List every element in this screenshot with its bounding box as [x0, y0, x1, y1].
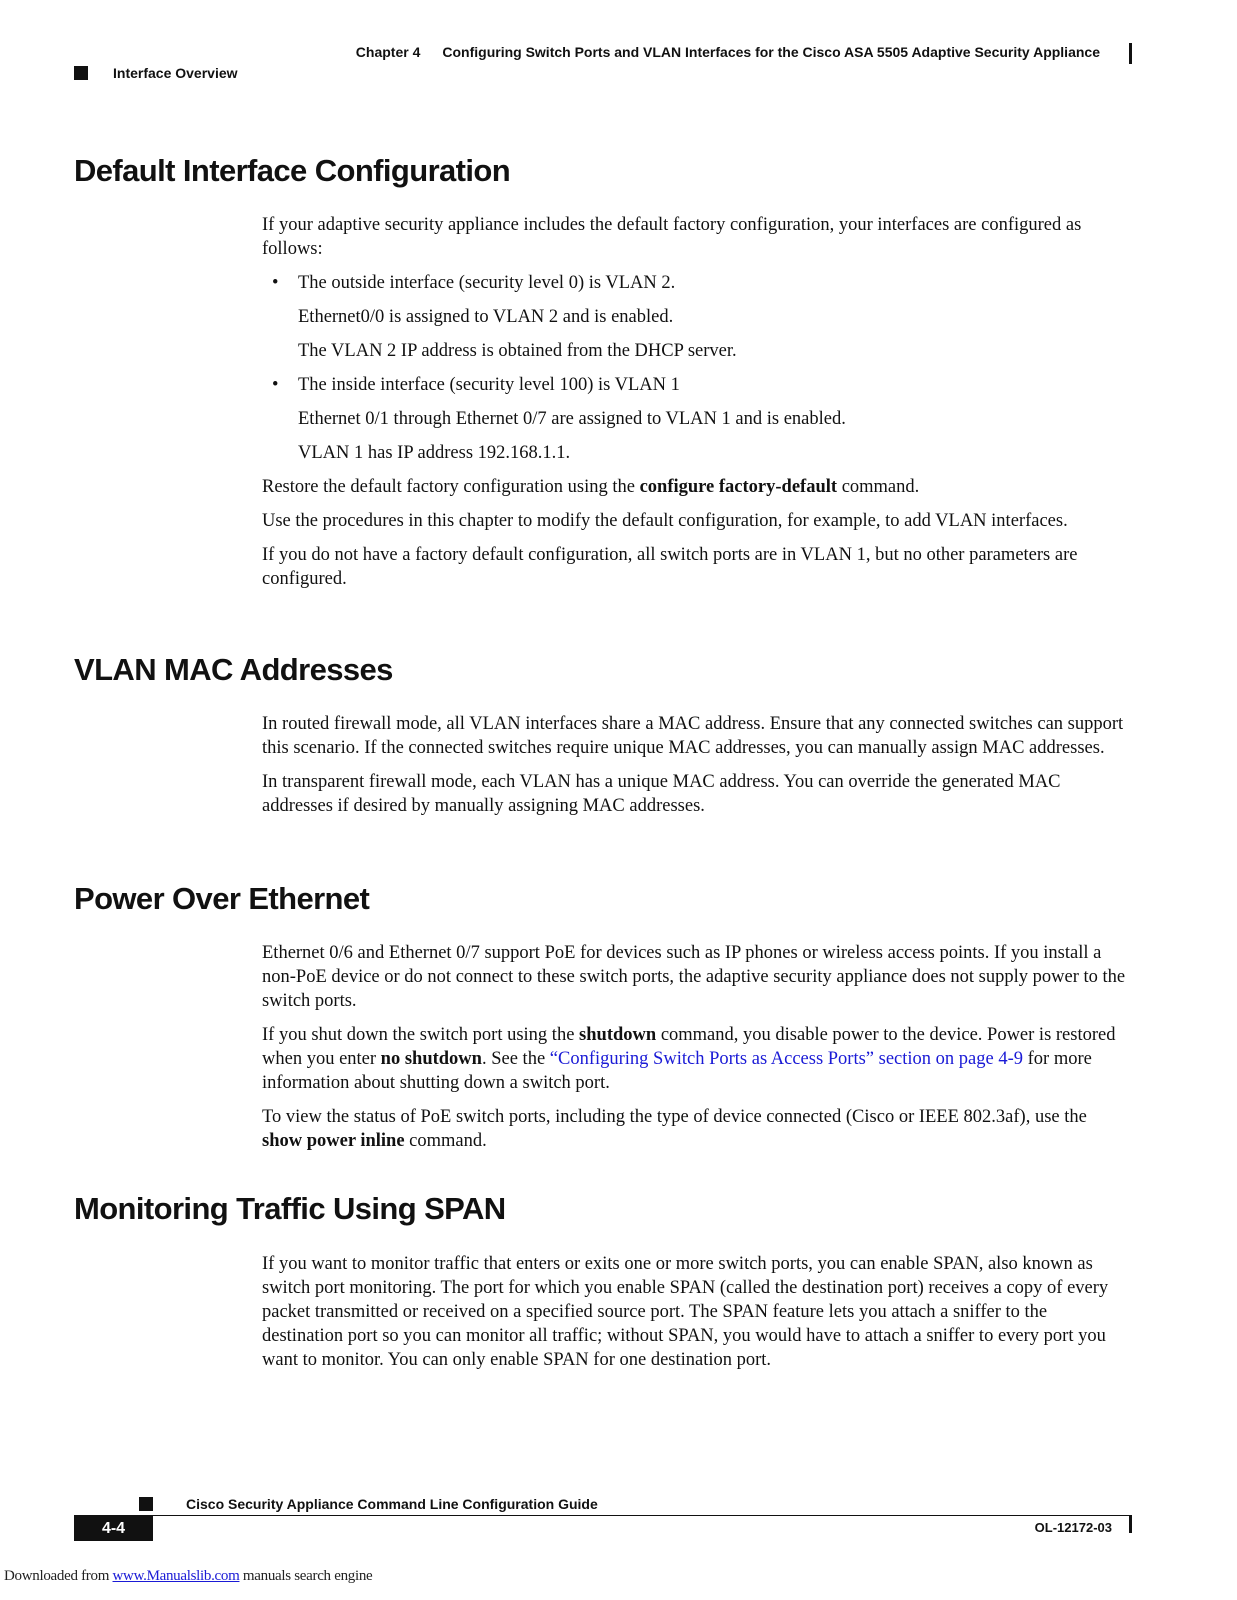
list-sub-item: VLAN 1 has IP address 192.168.1.1.	[298, 443, 571, 463]
heading-default-interface-configuration: Default Interface Configuration	[74, 153, 511, 188]
paragraph: If your adaptive security appliance includes the default factory configuration, your interfaces are configured as follows:	[262, 215, 1082, 259]
running-header-section: Interface Overview	[113, 65, 238, 81]
watermark-prefix: Downloaded from	[4, 1568, 113, 1584]
heading-power-over-ethernet: Power Over Ethernet	[74, 881, 370, 916]
heading-vlan-mac-addresses: VLAN MAC Addresses	[74, 652, 393, 687]
list-sub-item: The VLAN 2 IP address is obtained from the DHCP server.	[298, 341, 737, 361]
chapter-title: Configuring Switch Ports and VLAN Interfaces for the Cisco ASA 5505 Adaptive Security Appliance	[442, 44, 1100, 60]
command-text: show power inline	[262, 1131, 405, 1151]
paragraph-show-power: To view the status of PoE switch ports, including the type of device connected (Cisco or IEEE 802.3af), use the show power inline command.	[262, 1107, 1087, 1151]
command-text: configure factory-default	[639, 477, 838, 497]
list-item-text: The inside interface (security level 100) is VLAN 1	[298, 375, 680, 395]
list-item	[262, 373, 1130, 397]
paragraph-restore: Restore the default factory configuration using the configure factory-default command.	[262, 477, 920, 497]
paragraph: In transparent firewall mode, each VLAN has a unique MAC address. You can override the generated MAC addresses if desired by manually assigning MAC addresses.	[262, 772, 1061, 816]
download-watermark	[4, 1568, 372, 1585]
list-item	[262, 271, 1130, 295]
paragraph: Use the procedures in this chapter to modify the default configuration, for example, to add VLAN interfaces.	[262, 511, 1068, 531]
heading-monitoring-traffic-using-span: Monitoring Traffic Using SPAN	[74, 1191, 506, 1226]
watermark-suffix: manuals search engine	[239, 1568, 373, 1584]
bullet-icon: •	[272, 273, 279, 293]
header-rule-bar	[1129, 43, 1132, 64]
list-sub-item: Ethernet0/0 is assigned to VLAN 2 and is enabled.	[298, 307, 674, 327]
page-number: 4-4	[74, 1516, 153, 1541]
bullet-icon: •	[272, 375, 279, 395]
footer-rule-bar	[1129, 1516, 1132, 1533]
footer-rule	[74, 1515, 1132, 1516]
command-text: no shutdown	[380, 1049, 482, 1069]
paragraph-shutdown: If you shut down the switch port using the shutdown command, you disable power to the device. Power is restored when you enter no shutdown. See the “Configuring Switch Ports as Access Ports” section on page 4-9 for more information about shutting down a switch port.	[262, 1025, 1116, 1093]
paragraph: Ethernet 0/6 and Ethernet 0/7 support PoE for devices such as IP phones or wireless access points. If you install a non-PoE device or do not connect to these switch ports, the adaptive security appliance does not supply power to the switch ports.	[262, 943, 1126, 1011]
section-default-config-body	[262, 213, 1130, 601]
command-text: shutdown	[579, 1025, 657, 1045]
paragraph: If you do not have a factory default configuration, all switch ports are in VLAN 1, but no other parameters are configured.	[262, 545, 1078, 589]
section-poe-body	[262, 941, 1130, 1163]
section-span-body	[262, 1252, 1130, 1382]
list-sub-item: Ethernet 0/1 through Ethernet 0/7 are assigned to VLAN 1 and is enabled.	[298, 409, 846, 429]
header-square-marker	[74, 66, 88, 80]
paragraph: If you want to monitor traffic that enters or exits one or more switch ports, you can enable SPAN, also known as switch port monitoring. The port for which you enable SPAN (called the destination port) receives a copy of every packet transmitted or received on a specified source port. The SPAN feature lets you attach a sniffer to the destination port so you can monitor all traffic; without SPAN, you would have to attach a sniffer to every port you want to monitor. You can only enable SPAN for one destination port.	[262, 1254, 1109, 1370]
chapter-label: Chapter 4	[355, 44, 421, 60]
manualslib-link[interactable]: www.Manualslib.com	[112, 1568, 240, 1584]
footer-guide-title: Cisco Security Appliance Command Line Configuration Guide	[186, 1496, 598, 1512]
cross-reference-link[interactable]: “Configuring Switch Ports as Access Ports” section on page 4-9	[549, 1049, 1024, 1069]
list-item-text: The outside interface (security level 0) is VLAN 2.	[298, 273, 676, 293]
running-header-chapter	[356, 44, 1100, 60]
paragraph: In routed firewall mode, all VLAN interfaces share a MAC address. Ensure that any connected switches can support this scenario. If the connected switches require unique MAC addresses, you can manually assign MAC addresses.	[262, 714, 1124, 758]
section-vlan-mac-body	[262, 712, 1130, 828]
footer-doc-number: OL-12172-03	[1034, 1520, 1112, 1535]
footer-square-marker	[139, 1497, 153, 1511]
